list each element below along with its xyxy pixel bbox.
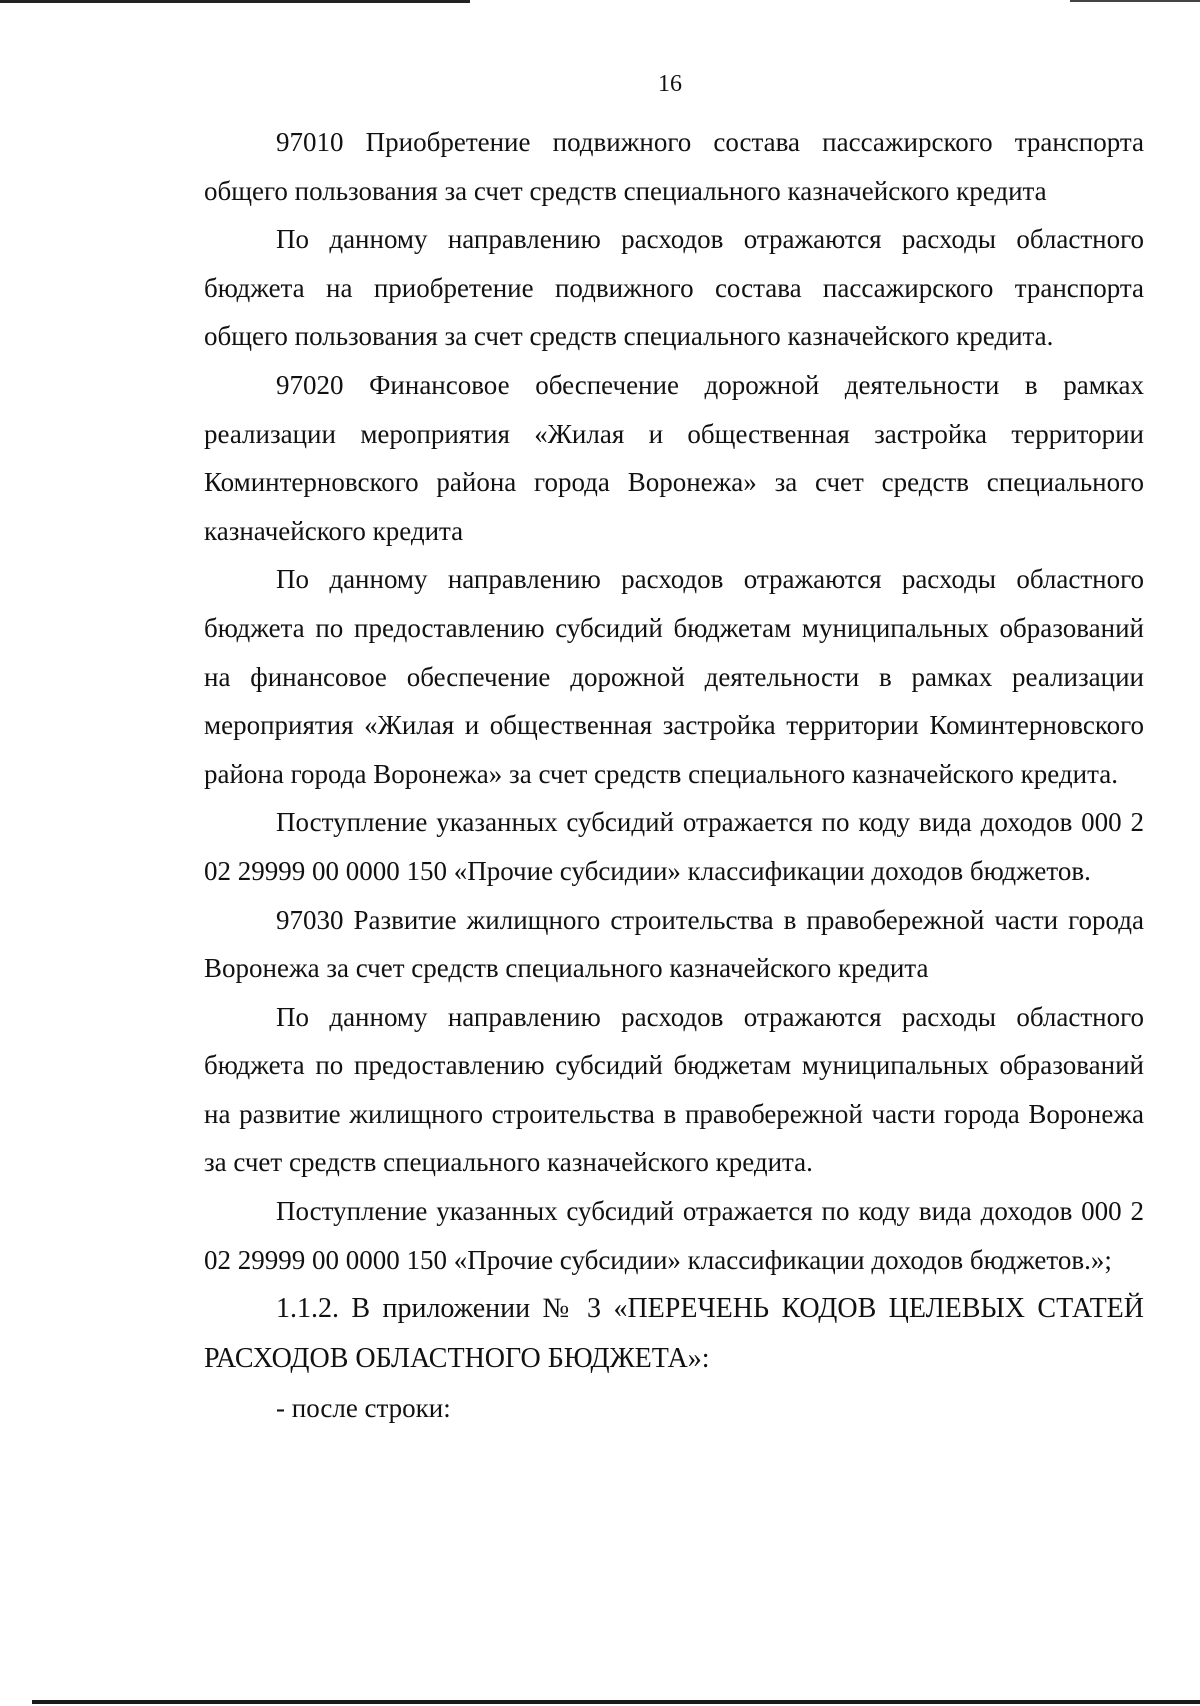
paragraph-97020-income-code: Поступление указанных субсидий отражается по коду вида доходов 000 2 02 29999 00 0000 150 «Прочие субсидии» классификации доходов бюджетов. bbox=[204, 807, 1144, 886]
paragraph-97020-description: По данному направлению расходов отражаются расходы областного бюджета по предоставлению субсидий бюджетам муниципальных образований на финансовое обеспечение дорожной деятельности в рамках реализации мероприятия «Жилая и общественная застройка территории Коминтерновского района города Воронежа» за счет средств специального казначейского кредита. bbox=[204, 564, 1144, 789]
paragraph-97010-heading: 97010 Приобретение подвижного состава пассажирского транспорта общего пользования за счет средств специального казначейского кредита bbox=[204, 127, 1144, 206]
page-number: 16 bbox=[658, 71, 682, 97]
scan-edge-top-right bbox=[1070, 0, 1200, 2]
paragraph-97030-income-code: Поступление указанных субсидий отражается по коду вида доходов 000 2 02 29999 00 0000 150 «Прочие субсидии» классификации доходов бюджетов.»; bbox=[204, 1196, 1144, 1275]
document-body bbox=[204, 118, 1144, 1433]
paragraph-97030-heading: 97030 Развитие жилищного строительства в правобережной части города Воронежа за счет средств специального казначейского кредита bbox=[204, 904, 1144, 984]
paragraph-97020-heading: 97020 Финансовое обеспечение дорожной деятельности в рамках реализации мероприятия «Жилая и общественная застройка территории Коминтерновского района города Воронежа» за счет средств специального казначейского кредита bbox=[204, 369, 1144, 546]
scan-edge-top bbox=[0, 0, 470, 3]
paragraph-97010-description: По данному направлению расходов отражаются расходы областного бюджета на приобретение подвижного состава пассажирского транспорта общего пользования за счет средств специального казначейского кредита. bbox=[204, 224, 1144, 352]
paragraph-after-line: - после строки: bbox=[276, 1393, 451, 1424]
scan-edge-bottom bbox=[32, 1700, 1200, 1704]
paragraph-appendix-3: 1.1.2. В приложении № 3 «ПЕРЕЧЕНЬ КОДОВ ЦЕЛЕВЫХ СТАТЕЙ РАСХОДОВ ОБЛАСТНОГО БЮДЖЕТА»: bbox=[204, 1293, 1144, 1375]
paragraph-97030-description: По данному направлению расходов отражаются расходы областного бюджета по предоставлению субсидий бюджетам муниципальных образований на развитие жилищного строительства в правобережной части города Воронежа за счет средств специального казначейского кредита. bbox=[204, 1001, 1144, 1178]
